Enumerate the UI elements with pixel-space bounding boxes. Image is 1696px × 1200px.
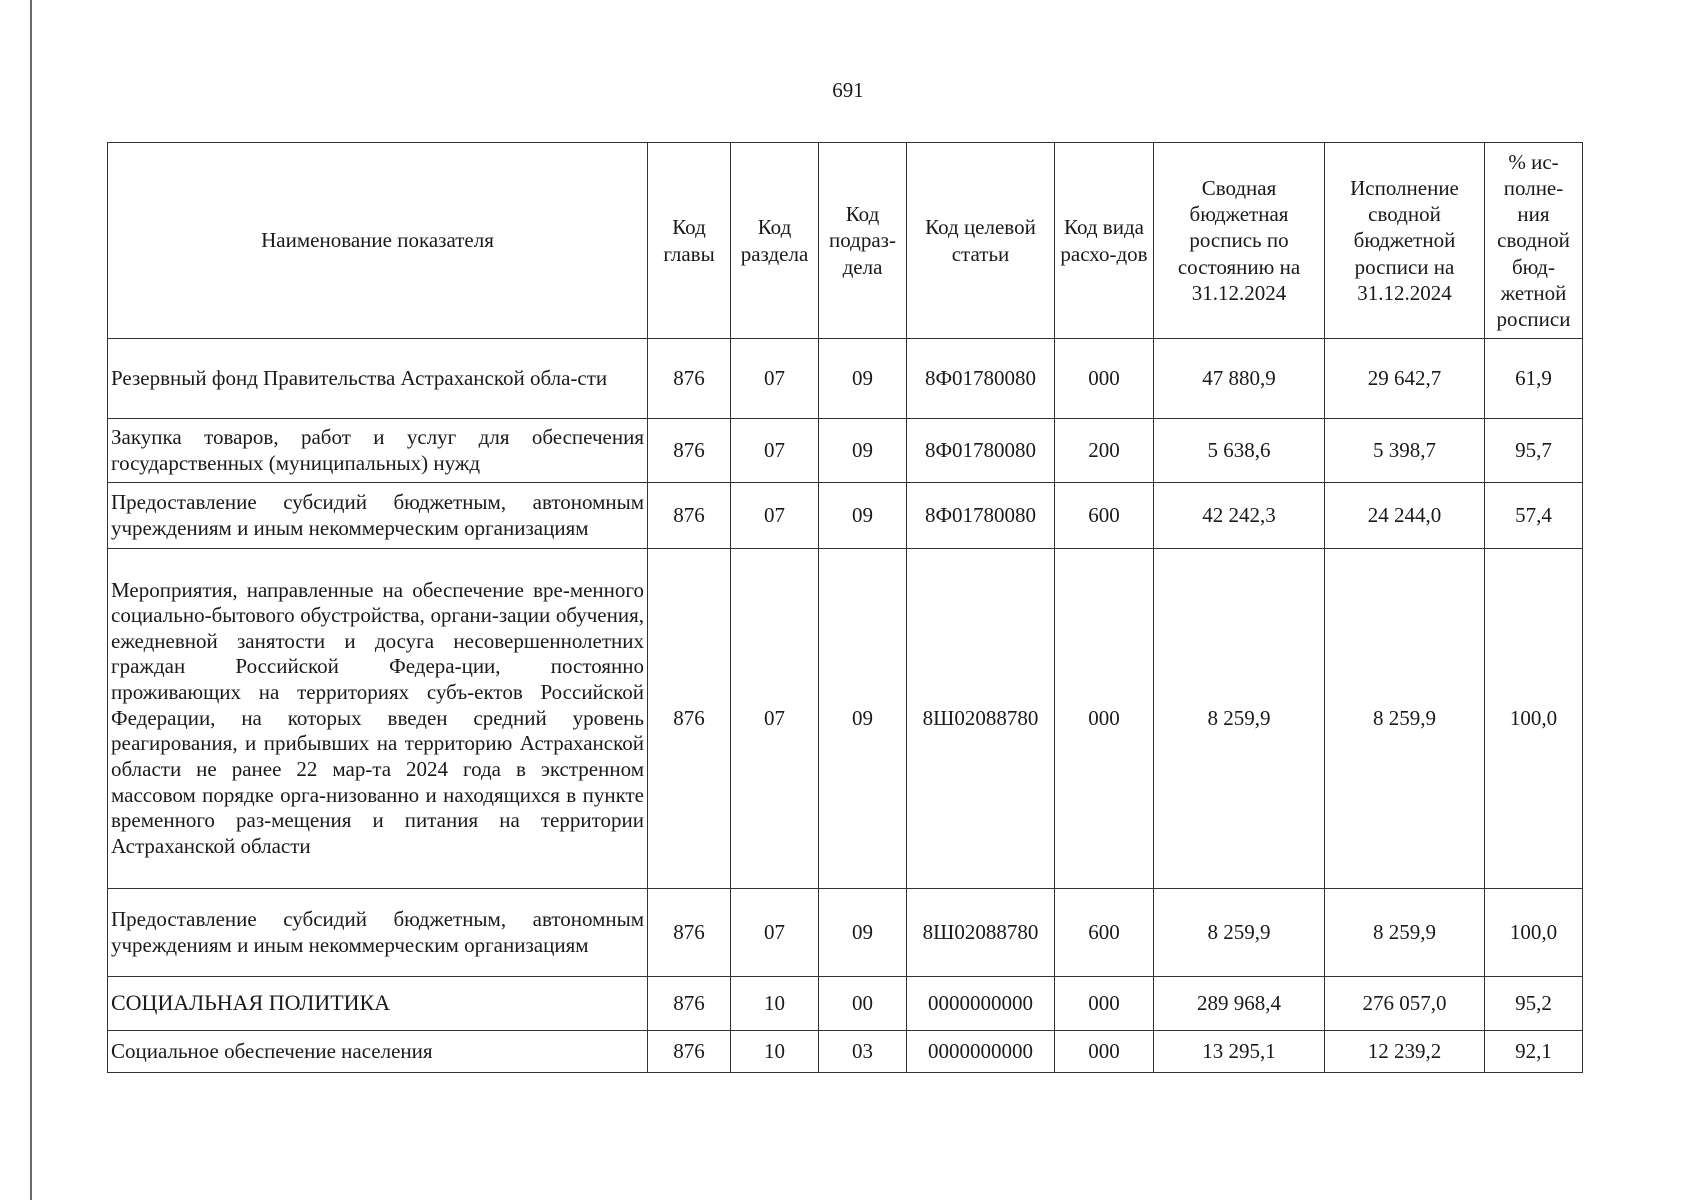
budget-plan-value: 289 968,4: [1154, 977, 1325, 1031]
budget-execution-value: 12 239,2: [1325, 1031, 1485, 1073]
expense-type-code: 000: [1055, 549, 1154, 889]
budget-plan-value: 8 259,9: [1154, 549, 1325, 889]
subsection-code: 09: [819, 889, 907, 977]
budget-plan-value: 42 242,3: [1154, 483, 1325, 549]
header-subsection-code: Код подраз-дела: [819, 143, 907, 339]
expense-type-code: 600: [1055, 889, 1154, 977]
header-budget-plan: Сводная бюджетная роспись по состоянию на 31.12.2024: [1154, 143, 1325, 339]
budget-plan-value: 8 259,9: [1154, 889, 1325, 977]
table-header-row: [108, 143, 1583, 339]
execution-percent: 61,9: [1485, 339, 1583, 419]
table-row: [108, 1031, 1583, 1073]
execution-percent: 100,0: [1485, 549, 1583, 889]
indicator-name: Закупка товаров, работ и услуг для обеспечения государственных (муниципальных) нужд: [108, 419, 648, 483]
section-code: 07: [731, 549, 819, 889]
chapter-code: 876: [648, 977, 731, 1031]
chapter-code: 876: [648, 1031, 731, 1073]
header-expense-type-code: Код вида расхо-дов: [1055, 143, 1154, 339]
table-row: [108, 977, 1583, 1031]
expense-type-code: 600: [1055, 483, 1154, 549]
execution-percent: 95,7: [1485, 419, 1583, 483]
header-execution-percent: % ис-полне-ния сводной бюд-жетной росписи: [1485, 143, 1583, 339]
section-code: 07: [731, 419, 819, 483]
target-item-code: 8Ф01780080: [907, 419, 1055, 483]
section-code: 10: [731, 1031, 819, 1073]
expense-type-code: 000: [1055, 339, 1154, 419]
target-item-code: 8Ф01780080: [907, 483, 1055, 549]
subsection-code: 09: [819, 339, 907, 419]
execution-percent: 100,0: [1485, 889, 1583, 977]
header-indicator-name: Наименование показателя: [108, 143, 648, 339]
target-item-code: 0000000000: [907, 1031, 1055, 1073]
budget-plan-value: 5 638,6: [1154, 419, 1325, 483]
budget-execution-value: 29 642,7: [1325, 339, 1485, 419]
table-row: [108, 483, 1583, 549]
expense-type-code: 000: [1055, 977, 1154, 1031]
budget-execution-table: [107, 142, 1583, 1073]
section-code: 07: [731, 339, 819, 419]
section-code: 07: [731, 483, 819, 549]
indicator-name: Социальное обеспечение населения: [108, 1031, 648, 1073]
subsection-code: 03: [819, 1031, 907, 1073]
budget-plan-value: 47 880,9: [1154, 339, 1325, 419]
target-item-code: 8Ш02088780: [907, 889, 1055, 977]
header-budget-execution: Исполнение сводной бюджетной росписи на 31.12.2024: [1325, 143, 1485, 339]
expense-type-code: 000: [1055, 1031, 1154, 1073]
subsection-code: 00: [819, 977, 907, 1031]
execution-percent: 95,2: [1485, 977, 1583, 1031]
header-section-code: Код раздела: [731, 143, 819, 339]
chapter-code: 876: [648, 549, 731, 889]
target-item-code: 0000000000: [907, 977, 1055, 1031]
subsection-code: 09: [819, 483, 907, 549]
budget-execution-value: 8 259,9: [1325, 889, 1485, 977]
chapter-code: 876: [648, 483, 731, 549]
table-row: [108, 889, 1583, 977]
section-code: 10: [731, 977, 819, 1031]
indicator-name: СОЦИАЛЬНАЯ ПОЛИТИКА: [108, 977, 648, 1031]
execution-percent: 57,4: [1485, 483, 1583, 549]
chapter-code: 876: [648, 339, 731, 419]
subsection-code: 09: [819, 419, 907, 483]
section-code: 07: [731, 889, 819, 977]
budget-execution-value: 5 398,7: [1325, 419, 1485, 483]
indicator-name: Предоставление субсидий бюджетным, автономным учреждениям и иным некоммерческим организациям: [108, 889, 648, 977]
table-row: [108, 339, 1583, 419]
table-row: [108, 549, 1583, 889]
indicator-name: Предоставление субсидий бюджетным, автономным учреждениям и иным некоммерческим организациям: [108, 483, 648, 549]
target-item-code: 8Ф01780080: [907, 339, 1055, 419]
budget-execution-value: 276 057,0: [1325, 977, 1485, 1031]
execution-percent: 92,1: [1485, 1031, 1583, 1073]
page-number: 691: [832, 78, 864, 102]
table-row: [108, 419, 1583, 483]
indicator-name: Резервный фонд Правительства Астраханской обла-сти: [108, 339, 648, 419]
header-target-item-code: Код целевой статьи: [907, 143, 1055, 339]
budget-execution-value: 24 244,0: [1325, 483, 1485, 549]
header-chapter-code: Код главы: [648, 143, 731, 339]
budget-plan-value: 13 295,1: [1154, 1031, 1325, 1073]
subsection-code: 09: [819, 549, 907, 889]
chapter-code: 876: [648, 889, 731, 977]
target-item-code: 8Ш02088780: [907, 549, 1055, 889]
expense-type-code: 200: [1055, 419, 1154, 483]
page-binding-edge: [30, 0, 32, 1200]
indicator-name: Мероприятия, направленные на обеспечение вре-менного социально-бытового обустройства, органи-зации обучения, ежедневной занятости и досуга несовершеннолетних граждан Российской Федера-ции, постоянно проживающих на территориях субъ-ектов Российской Федерации, на которых введен средний уровень реагирования, и прибывших на территорию Астраханской области не ранее 22 мар-та 2024 года в экстренном массовом порядке орга-низованно и находящихся в пункте временного раз-мещения и питания на территории Астраханской области: [108, 549, 648, 889]
chapter-code: 876: [648, 419, 731, 483]
budget-execution-value: 8 259,9: [1325, 549, 1485, 889]
